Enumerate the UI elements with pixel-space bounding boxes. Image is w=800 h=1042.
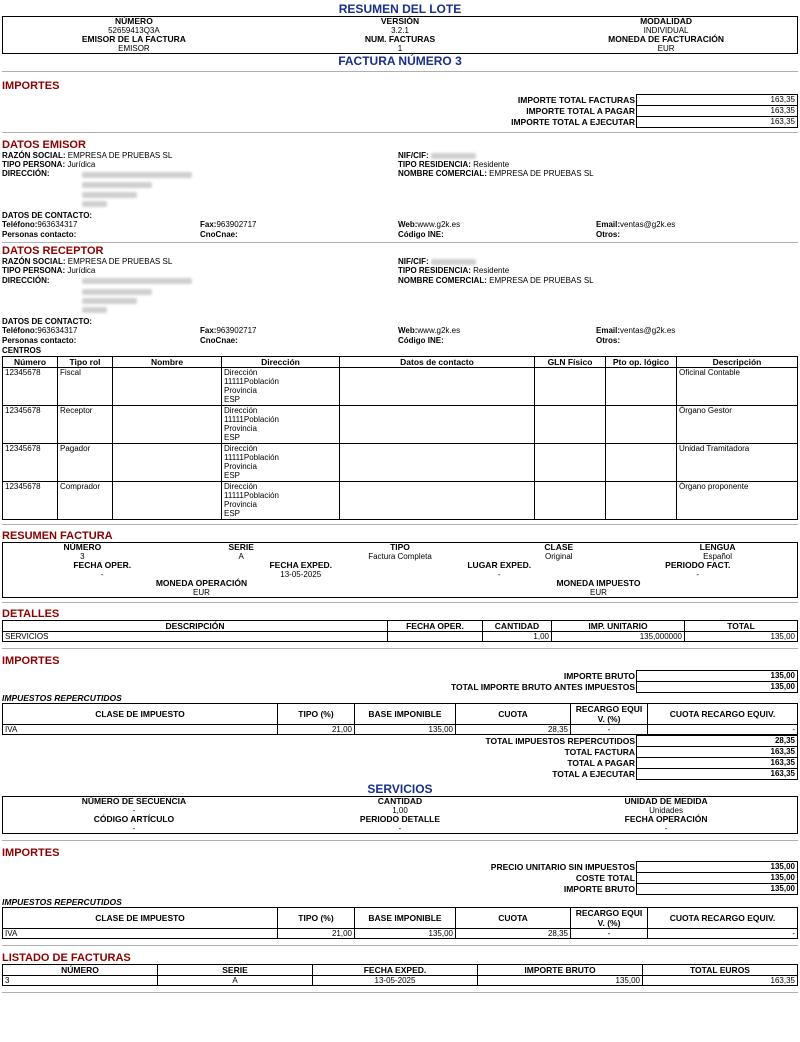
- total-ejecutar-value: 163,35: [637, 768, 798, 779]
- resumen-lugar-label: LUGAR EXPED.: [467, 559, 532, 570]
- importe-total-pagar-label: IMPORTE TOTAL A PAGAR: [526, 106, 635, 116]
- table-row: [3, 724, 798, 734]
- detalles-title: DETALLES: [2, 607, 60, 620]
- tax3-col-clase: CLASE DE IMPUESTO: [3, 907, 278, 928]
- unidad-value: Unidades: [649, 805, 683, 815]
- centro-descripcion: Órgano Gestor: [677, 405, 798, 443]
- total-bruto-label: TOTAL IMPORTE BRUTO ANTES IMPUESTOS: [450, 681, 635, 692]
- detalle-unitario: 135,000000: [552, 631, 685, 641]
- resumen-periodo-label: PERIODO FACT.: [665, 559, 731, 570]
- precio-unitario-label: PRECIO UNITARIO SIN IMPUESTOS: [490, 861, 635, 872]
- resumen-moneda-oper-value: EUR: [193, 587, 210, 597]
- importe-bruto-label: IMPORTE BRUTO: [563, 670, 635, 681]
- emisor-factura-label: EMISOR DE LA FACTURA: [81, 34, 186, 44]
- detalles-col-fecha: FECHA OPER.: [388, 620, 483, 631]
- importe-bruto3-value: 135,00: [637, 883, 798, 894]
- receptor-personas-label: Personas contacto:: [2, 336, 77, 346]
- lote-summary: [2, 16, 798, 54]
- tax-col-tipo: TIPO (%): [278, 703, 355, 724]
- receptor-cnocnae-label: CnoCnae:: [200, 336, 238, 346]
- centro-dir-line: 11111Población: [224, 414, 280, 424]
- receptor-email-label: Email:: [596, 326, 621, 336]
- resumen-serie-value: A: [238, 551, 244, 561]
- emisor-razon-value: EMPRESA DE PRUEBAS SL: [67, 151, 173, 160]
- resumen-clase-label: CLASE: [544, 541, 574, 552]
- emisor-email-value: ventas@g2k.es: [620, 220, 676, 230]
- coste-total-label: COSTE TOTAL: [575, 872, 635, 883]
- emisor-direccion-redacted: [82, 170, 192, 207]
- numero-value: 52659413Q3A: [108, 26, 160, 35]
- secuencia-label: NÚMERO DE SECUENCIA: [81, 795, 187, 806]
- receptor-fax-label: Fax:: [200, 326, 217, 336]
- tax3-col-base: BASE IMPONIBLE: [355, 907, 456, 928]
- receptor-nombre-com-value: EMPRESA DE PRUEBAS SL: [489, 275, 594, 285]
- numero-label: NÚMERO: [115, 16, 153, 26]
- centro-dir-line: ESP: [224, 470, 241, 480]
- total-impuestos-value: 28,35: [637, 735, 798, 746]
- receptor-tipo-res-value: Residente: [473, 266, 510, 276]
- importes2-title: IMPORTES: [2, 654, 60, 667]
- emisor-nif-label: NIF/CIF:: [398, 151, 429, 160]
- emisor-personas-label: Personas contacto:: [2, 230, 77, 240]
- impuestos-table: [2, 703, 798, 735]
- periodo-detalle-label: PERIODO DETALLE: [359, 813, 441, 824]
- centros-label: CENTROS: [2, 346, 42, 356]
- centro-numero: 12345678: [3, 443, 58, 481]
- importes-title: IMPORTES: [2, 80, 60, 92]
- fecha-operacion-value: -: [664, 823, 668, 833]
- detalles-col-cantidad: CANTIDAD: [483, 620, 552, 631]
- detalles-col-desc: DESCRIPCIÓN: [3, 620, 388, 631]
- tax3-tipo: 21,00: [278, 928, 355, 938]
- total-pagar-value: 163,35: [637, 757, 798, 768]
- receptor-web-value: www.g2k.es: [417, 326, 461, 336]
- table-row: [3, 631, 798, 641]
- importe-total-pagar-value: 163,35: [637, 106, 798, 117]
- resumen-fecha-exped-value: 13-05-2025: [280, 569, 322, 579]
- centros-col-nombre: Nombre: [113, 356, 222, 367]
- resumen-numero-value: 3: [80, 551, 85, 561]
- centro-rol: Fiscal: [58, 367, 113, 405]
- emisor-web-label: Web:: [398, 220, 418, 230]
- tax-col-cuota: CUOTA: [456, 703, 571, 724]
- listado-numero: 3: [3, 975, 158, 985]
- detalle-fecha: [388, 631, 483, 641]
- emisor-cnocnae-label: CnoCnae:: [200, 230, 238, 240]
- emisor-tipo-persona-label: TIPO PERSONA:: [2, 160, 66, 170]
- lote-title: RESUMEN DEL LOTE: [338, 2, 462, 16]
- centro-descripcion: Órgano proponente: [677, 481, 798, 519]
- importes2-totals: [2, 735, 798, 780]
- receptor-web-label: Web:: [398, 326, 418, 336]
- tax3-recargo: -: [571, 928, 648, 938]
- total-ejecutar-label: TOTAL A EJECUTAR: [552, 768, 635, 779]
- modalidad-label: MODALIDAD: [640, 16, 693, 26]
- receptor-tipo-persona-value: Jurídica: [67, 266, 96, 276]
- resumen-fecha-oper-label: FECHA OPER.: [73, 559, 132, 570]
- importes3-title: IMPORTES: [2, 846, 60, 859]
- receptor-email-value: ventas@g2k.es: [620, 326, 676, 336]
- resumen-fecha-oper-value: -: [100, 569, 104, 579]
- coste-total-value: 135,00: [637, 872, 798, 883]
- emisor-nif-redacted: [431, 153, 476, 159]
- resumen-title: RESUMEN FACTURA: [2, 529, 113, 542]
- resumen-moneda-oper-label: MONEDA OPERACIÓN: [155, 577, 248, 588]
- emisor-fax-value: 963902717: [216, 220, 257, 230]
- emisor-telefono-value: 963634317: [37, 220, 78, 230]
- centros-col-rol: Tipo rol: [58, 356, 113, 367]
- tax3-col-recargo: RECARGO EQUI V. (%): [571, 907, 648, 928]
- receptor-telefono-value: 963634317: [37, 326, 78, 336]
- version-label: VERSIÓN: [380, 16, 420, 26]
- receptor-title: DATOS RECEPTOR: [2, 245, 104, 258]
- moneda-value: EUR: [657, 44, 675, 53]
- centros-col-descripcion: Descripción: [677, 356, 798, 367]
- resumen-clase-value: Original: [545, 551, 573, 561]
- listado-col-serie: SERIE: [158, 964, 313, 975]
- centro-rol: Receptor: [58, 405, 113, 443]
- emisor-razon-label: RAZÓN SOCIAL:: [2, 151, 66, 160]
- receptor-fax-value: 963902717: [216, 326, 257, 336]
- importe-total-ejecutar-label: IMPORTE TOTAL A EJECUTAR: [511, 117, 635, 127]
- tax-base: 135,00: [355, 724, 456, 734]
- centro-dir-line: Provincia: [224, 499, 257, 509]
- receptor-nombre-com-label: NOMBRE COMERCIAL:: [398, 275, 487, 285]
- resumen-tipo-label: TIPO: [390, 541, 410, 552]
- factura-title: FACTURA NÚMERO 3: [338, 54, 462, 68]
- listado-total: 163,35: [643, 975, 798, 985]
- unidad-label: UNIDAD DE MEDIDA: [624, 795, 708, 806]
- centro-dir-line: 11111Población: [224, 376, 280, 386]
- table-row: [3, 443, 798, 481]
- tax-col-cuota-rec: CUOTA RECARGO EQUIV.: [648, 703, 798, 724]
- resumen-periodo-value: -: [696, 569, 700, 579]
- emisor-ine-label: Código INE:: [398, 230, 444, 240]
- centro-numero: 12345678: [3, 481, 58, 519]
- tax-cuota-rec: -: [648, 724, 798, 734]
- secuencia-value: -: [132, 805, 136, 815]
- resumen-moneda-imp-value: EUR: [590, 587, 607, 597]
- receptor-tipo-res-label: TIPO RESIDENCIA:: [398, 266, 471, 276]
- listado-fecha: 13-05-2025: [313, 975, 478, 985]
- receptor-tipo-persona-label: TIPO PERSONA:: [2, 266, 66, 276]
- tax3-cuota: 28,35: [456, 928, 571, 938]
- serv-cantidad-label: CANTIDAD: [377, 795, 423, 806]
- servicios-title: SERVICIOS: [367, 781, 433, 796]
- listado-serie: A: [158, 975, 313, 985]
- invoice-page: [2, 2, 798, 993]
- impuestos-label: IMPUESTOS REPERCUTIDOS: [2, 692, 122, 703]
- detalles-col-unitario: IMP. UNITARIO: [552, 620, 685, 631]
- importe-total-facturas-value: 163,35: [637, 95, 798, 106]
- importes3-totals: [2, 861, 798, 895]
- tax-col-clase: CLASE DE IMPUESTO: [3, 703, 278, 724]
- listado-col-numero: NÚMERO: [3, 964, 158, 975]
- listado-title: LISTADO DE FACTURAS: [2, 951, 131, 964]
- detalle-desc: SERVICIOS: [3, 631, 388, 641]
- importe-total-ejecutar-value: 163,35: [637, 117, 798, 128]
- fecha-operacion-label: FECHA OPERACIÓN: [624, 813, 708, 824]
- emisor-email-label: Email:: [596, 220, 621, 230]
- emisor-direccion-label: DIRECCIÓN:: [2, 169, 50, 179]
- periodo-detalle-value: -: [398, 823, 402, 833]
- receptor-block: [2, 257, 798, 317]
- centro-dir-line: Provincia: [224, 385, 257, 395]
- tax-recargo: -: [571, 724, 648, 734]
- codigo-label: CÓDIGO ARTÍCULO: [93, 813, 175, 824]
- receptor-razon-value: EMPRESA DE PRUEBAS SL: [67, 257, 173, 267]
- detalles-table: [2, 620, 798, 642]
- centros-col-contacto: Datos de contacto: [340, 356, 535, 367]
- emisor-tipo-res-label: TIPO RESIDENCIA:: [398, 160, 471, 170]
- emisor-block: [2, 151, 798, 211]
- num-facturas-value: 1: [397, 44, 403, 53]
- centro-dir-line: ESP: [224, 432, 241, 442]
- detalle-cantidad: 1,00: [483, 631, 552, 641]
- centro-dir-line: Dirección: [224, 481, 258, 491]
- tax3-cuota-rec: -: [648, 928, 798, 938]
- emisor-factura-value: EMISOR: [118, 44, 150, 53]
- centro-dir-line: Dirección: [224, 367, 258, 377]
- table-row: [3, 405, 798, 443]
- centro-descripcion: Oficinal Contable: [677, 367, 798, 405]
- emisor-fax-label: Fax:: [200, 220, 217, 230]
- num-facturas-label: NUM. FACTURAS: [364, 34, 436, 44]
- detalle-total: 135,00: [685, 631, 798, 641]
- listado-table: [2, 964, 798, 986]
- centro-rol: Pagador: [58, 443, 113, 481]
- receptor-telefono-label: Teléfono:: [2, 326, 38, 336]
- centro-numero: 12345678: [3, 405, 58, 443]
- modalidad-value: INDIVIDUAL: [643, 26, 689, 35]
- table-row: [3, 928, 798, 938]
- total-impuestos-label: TOTAL IMPUESTOS REPERCUTIDOS: [485, 735, 635, 746]
- emisor-tipo-persona-value: Jurídica: [67, 160, 96, 170]
- table-row: [3, 481, 798, 519]
- version-value: 3.2.1: [391, 26, 409, 35]
- moneda-label: MONEDA DE FACTURACIÓN: [608, 34, 724, 44]
- listado-bruto: 135,00: [478, 975, 643, 985]
- receptor-ine-label: Código INE:: [398, 336, 444, 346]
- emisor-telefono-label: Teléfono:: [2, 220, 38, 230]
- receptor-contacto-label: DATOS DE CONTACTO:: [2, 317, 93, 327]
- detalles-col-total: TOTAL: [685, 620, 798, 631]
- centro-dir-line: Provincia: [224, 423, 257, 433]
- listado-col-fecha: FECHA EXPED.: [313, 964, 478, 975]
- listado-col-total: TOTAL EUROS: [643, 964, 798, 975]
- centro-dir-line: ESP: [224, 394, 241, 404]
- resumen-numero-label: NÚMERO: [63, 541, 102, 552]
- precio-unitario-value: 135,00: [637, 861, 798, 872]
- tax-col-base: BASE IMPONIBLE: [355, 703, 456, 724]
- receptor-direccion-label: DIRECCIÓN:: [2, 275, 50, 285]
- importes2-bruto: [2, 670, 798, 693]
- total-factura-value: 163,35: [637, 746, 798, 757]
- codigo-value: -: [132, 823, 136, 833]
- centros-col-pto: Pto op. lógico: [606, 356, 677, 367]
- tax3-base: 135,00: [355, 928, 456, 938]
- serv-cantidad-value: 1,00: [392, 805, 408, 815]
- centros-col-gln: GLN Físico: [535, 356, 606, 367]
- centros-table: [2, 356, 798, 520]
- receptor-nif-label: NIF/CIF:: [398, 257, 429, 267]
- centro-dir-line: Dirección: [224, 443, 258, 453]
- servicios-block: [2, 796, 798, 834]
- tax-clase: IVA: [3, 724, 278, 734]
- centro-dir-line: Dirección: [224, 405, 258, 415]
- receptor-otros-label: Otros:: [596, 336, 620, 346]
- resumen-lengua-value: Español: [703, 551, 733, 561]
- centros-col-numero: Número: [3, 356, 58, 367]
- tax3-col-tipo: TIPO (%): [278, 907, 355, 928]
- centro-rol: Comprador: [58, 481, 113, 519]
- total-pagar-label: TOTAL A PAGAR: [567, 757, 635, 768]
- tax-tipo: 21,00: [278, 724, 355, 734]
- centros-col-direccion: Dirección: [222, 356, 340, 367]
- table-row: [3, 367, 798, 405]
- importe-bruto3-label: IMPORTE BRUTO: [563, 883, 635, 894]
- centro-dir-line: 11111Población: [224, 490, 280, 500]
- total-factura-label: TOTAL FACTURA: [564, 746, 635, 757]
- emisor-contacto-label: DATOS DE CONTACTO:: [2, 211, 93, 220]
- centro-descripcion: Unidad Tramitadora: [677, 443, 798, 481]
- centro-dir-line: 11111Población: [224, 452, 280, 462]
- impuestos3-label: IMPUESTOS REPERCUTIDOS: [2, 896, 122, 907]
- centro-numero: 12345678: [3, 367, 58, 405]
- emisor-web-value: www.g2k.es: [417, 220, 461, 230]
- resumen-serie-label: SERIE: [228, 541, 254, 552]
- resumen-tipo-value: Factura Completa: [368, 551, 432, 561]
- resumen-moneda-imp-label: MONEDA IMPUESTO: [556, 577, 641, 588]
- emisor-tipo-res-value: Residente: [473, 160, 510, 170]
- importe-bruto-value: 135,00: [637, 670, 798, 681]
- listado-col-bruto: IMPORTE BRUTO: [478, 964, 643, 975]
- emisor-title: DATOS EMISOR: [2, 139, 86, 151]
- centro-dir-line: ESP: [224, 508, 241, 518]
- impuestos3-table: [2, 907, 798, 939]
- centro-dir-line: Provincia: [224, 461, 257, 471]
- receptor-razon-label: RAZÓN SOCIAL:: [2, 257, 66, 267]
- tax-cuota: 28,35: [456, 724, 571, 734]
- tax3-col-cuota-rec: CUOTA RECARGO EQUIV.: [648, 907, 798, 928]
- emisor-otros-label: Otros:: [596, 230, 620, 240]
- table-row: [3, 975, 798, 985]
- emisor-nombre-com-label: NOMBRE COMERCIAL:: [398, 169, 487, 179]
- importes-totals: [2, 94, 798, 128]
- tax3-clase: IVA: [3, 928, 278, 938]
- tax-col-recargo: RECARGO EQUI V. (%): [571, 703, 648, 724]
- resumen-lengua-label: LENGUA: [699, 541, 736, 552]
- resumen-lugar-value: -: [497, 569, 501, 579]
- tax3-col-cuota: CUOTA: [456, 907, 571, 928]
- resumen-block: [2, 542, 798, 598]
- importe-total-facturas-label: IMPORTE TOTAL FACTURAS: [517, 95, 635, 105]
- receptor-nif-redacted: [431, 259, 476, 265]
- total-bruto-value: 135,00: [637, 681, 798, 692]
- emisor-nombre-com-value: EMPRESA DE PRUEBAS SL: [489, 169, 594, 179]
- receptor-direccion-redacted: [82, 277, 192, 314]
- resumen-fecha-exped-label: FECHA EXPED.: [269, 559, 332, 570]
